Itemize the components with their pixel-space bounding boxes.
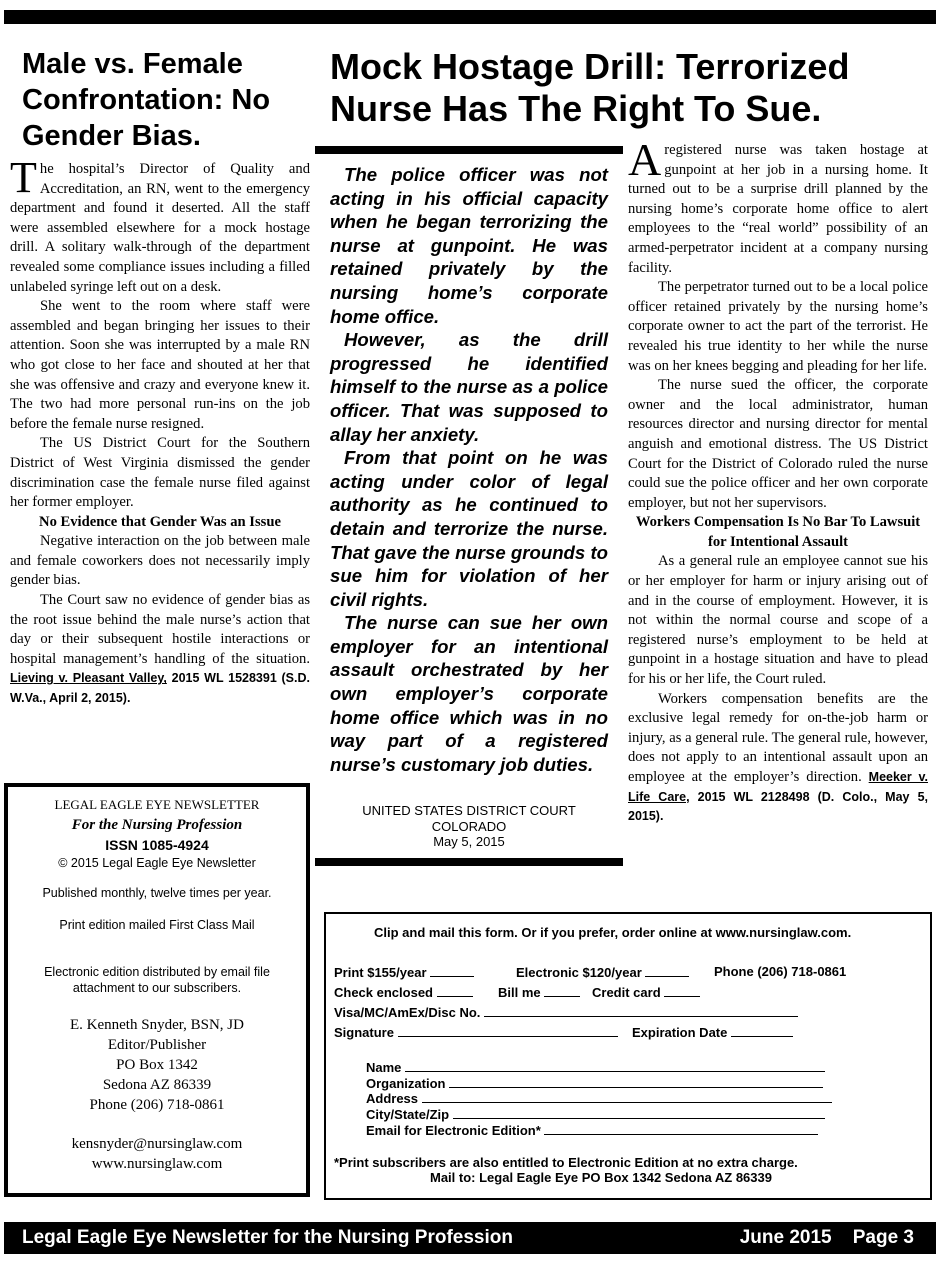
organization-field[interactable]: Organization <box>366 1075 823 1091</box>
editor-name: E. Kenneth Snyder, BSN, JD <box>70 1017 244 1033</box>
right-subhead: Workers Compensation Is No Bar To Lawsuit for Intentional Assault <box>635 514 921 550</box>
footer-title: Legal Eagle Eye Newsletter for the Nursing Profession <box>22 1227 513 1248</box>
right-paragraph-1: Aregistered nurse was taken hostage at gunpoint at her job in a nursing home. It turned out to be a surprise drill planned by the nursing home’s corporate home office to alert employees to the “real world” possibility of an armed-perpetrator incident at a company nursing facility. <box>628 134 928 276</box>
po-box: PO Box 1342 <box>116 1057 198 1073</box>
print-option[interactable]: Print $155/year <box>334 964 474 980</box>
publication-frequency: Published monthly, twelve times per year. <box>42 886 272 900</box>
right-paragraph-4: As a general rule an employee cannot sue his or her employer for harm or injury arising out of and in the course of employment. However, it is not within the normal course and scope of a registered nurse’s employment to be held at gunpoint in a hostage situation and have to plead for his or her life, the Court ruled. <box>628 553 928 688</box>
electronic-edition-note: Electronic edition distributed by email file <box>44 965 270 979</box>
footer-bar <box>4 1222 936 1254</box>
main-article-headline: Mock Hostage Drill: Terrorized Nurse Has The Right To Sue. <box>330 46 850 129</box>
electronic-edition-note-2: attachment to our subscribers. <box>72 981 242 995</box>
masthead-box <box>4 783 310 1197</box>
editor-role: Editor/Publisher <box>107 1037 207 1053</box>
summary-top-rule <box>315 146 623 154</box>
electronic-option[interactable]: Electronic $120/year <box>516 964 689 980</box>
website-link[interactable]: www.nursinglaw.com <box>91 1156 223 1172</box>
form-phone: Phone (206) 718-0861 <box>714 964 847 979</box>
left-article-headline: Male vs. Female Confrontation: No Gender Bias. <box>22 48 271 152</box>
summary-paragraph-4: The nurse can sue her own employer for an intentional assault orchestrated by her own employer’s corporate home office which was in no way part of a registered nurse’s customary job duties. <box>330 612 608 775</box>
issn: ISSN 1085-4924 <box>105 837 209 853</box>
form-note: *Print subscribers are also entitled to Electronic Edition at no extra charge. <box>334 1155 798 1170</box>
credit-card-option[interactable]: Credit card <box>592 984 700 1000</box>
masthead-subtitle: For the Nursing Profession <box>71 817 243 833</box>
city-state-zip-field[interactable]: City/State/Zip <box>366 1106 825 1122</box>
drop-cap: T <box>10 153 37 202</box>
left-paragraph-4: Negative interaction on the job between male and female coworkers does not necessarily imply gender bias. <box>10 533 310 589</box>
pull-quote-summary <box>330 163 608 776</box>
expiration-field[interactable]: Expiration Date <box>632 1024 793 1040</box>
right-paragraph-3: The nurse sued the officer, the corporate owner and the local administrator, human resources director and nursing director for mental anguish and emotional distress. The US District Court for the District of Colorado ruled the nurse could sue the police officer and her own corporate employer, but not her supervisors. <box>628 377 928 511</box>
right-paragraph-2: The perpetrator turned out to be a local police officer retained privately by the nursing home’s corporate owner to act the part of the terrorist. He revealed his true identity to her while the nurse was on her knees begging and pleading for her life. <box>628 279 928 374</box>
drop-cap: A <box>628 134 662 185</box>
form-intro: Clip and mail this form. Or if you prefer, order online at www.nursinglaw.com. <box>374 925 852 940</box>
phone: Phone (206) 718-0861 <box>89 1097 225 1113</box>
left-paragraph-5: The Court saw no evidence of gender bias as the root issue behind the male nurse’s action that day or their subsequent hostile interactions or hospital management’s handling of the situation. Lieving v. Pleasant Valley, 2015 WL 1528391 (S.D. W.Va., April 2, 2015). <box>10 592 310 706</box>
electronic-email-field[interactable]: Email for Electronic Edition* <box>366 1122 818 1138</box>
card-number-field[interactable]: Visa/MC/AmEx/Disc No. <box>334 1004 798 1020</box>
summary-bottom-rule <box>315 858 623 866</box>
order-form <box>324 912 932 1200</box>
check-enclosed-option[interactable]: Check enclosed <box>334 984 473 1000</box>
main-article-body <box>628 134 928 827</box>
summary-paragraph-3: From that point on he was acting under color of legal authority as he continued to detain and terrorize the nurse. That gave the nurse grounds to sue him for violation of her civil rights. <box>330 447 608 610</box>
bill-me-option[interactable]: Bill me <box>498 984 580 1000</box>
left-article-body <box>10 153 310 709</box>
case-citation: Lieving v. Pleasant Valley, 2015 WL 1528391 (S.D. W.Va., April 2, 2015). <box>10 671 310 706</box>
mail-to-address: Mail to: Legal Eagle Eye PO Box 1342 Sedona AZ 86339 <box>430 1170 772 1185</box>
print-edition-note: Print edition mailed First Class Mail <box>59 918 255 932</box>
name-field[interactable]: Name <box>366 1059 825 1075</box>
court-attribution: UNITED STATES DISTRICT COURT COLORADO May 5, 2015 <box>362 803 576 849</box>
signature-field[interactable]: Signature <box>334 1024 618 1040</box>
case-citation: Meeker v. Life Care, 2015 WL 2128498 (D. Colo., May 5, 2015). <box>628 770 928 824</box>
footer-date-page: June 2015 Page 3 <box>739 1227 914 1248</box>
copyright: © 2015 Legal Eagle Eye Newsletter <box>58 856 256 870</box>
summary-paragraph-2: However, as the drill progressed he identified himself to the nurse as a police officer. That was supposed to allay her anxiety. <box>330 329 608 445</box>
address-field[interactable]: Address <box>366 1090 832 1106</box>
summary-paragraph-1: The police officer was not acting in his official capacity when he began terrorizing the nurse at gunpoint. He was retained privately by the nursing home’s corporate home office. <box>330 164 608 327</box>
top-rule <box>4 10 936 24</box>
right-paragraph-5: Workers compensation benefits are the exclusive legal remedy for on-the-job harm or injury, as a general rule. The general rule, however, does not apply to an intentional assault upon an employee at the employer’s direction. Meeker v. Life Care, 2015 WL 2128498 (D. Colo., May 5, 2015). <box>628 690 928 824</box>
left-paragraph-1: The hospital’s Director of Quality and Accreditation, an RN, went to the emergency department and found it deserted. All the staff were assembled elsewhere for a mock hostage drill. A solitary walk-through of the department revealed some compliance issues including a filled unlabeled syringe left out on a desk. <box>10 153 310 295</box>
masthead-title: LEGAL EAGLE EYE NEWSLETTER <box>54 797 260 812</box>
left-subhead: No Evidence that Gender Was an Issue <box>39 513 281 530</box>
city: Sedona AZ 86339 <box>102 1077 212 1093</box>
email-link[interactable]: kensnyder@nursinglaw.com <box>71 1136 243 1152</box>
left-paragraph-2: She went to the room where staff were assembled and began bringing her issues to their attention. Soon she was interrupted by a male RN who got close to her face and shouted at her that she was offensive and crazy and everyone knew it. The two had more personal run-ins on the job before the female nurse resigned. <box>10 298 310 432</box>
left-paragraph-3: The US District Court for the Southern District of West Virginia dismissed the gender discrimination case the female nurse filed against her former employer. <box>10 435 310 511</box>
